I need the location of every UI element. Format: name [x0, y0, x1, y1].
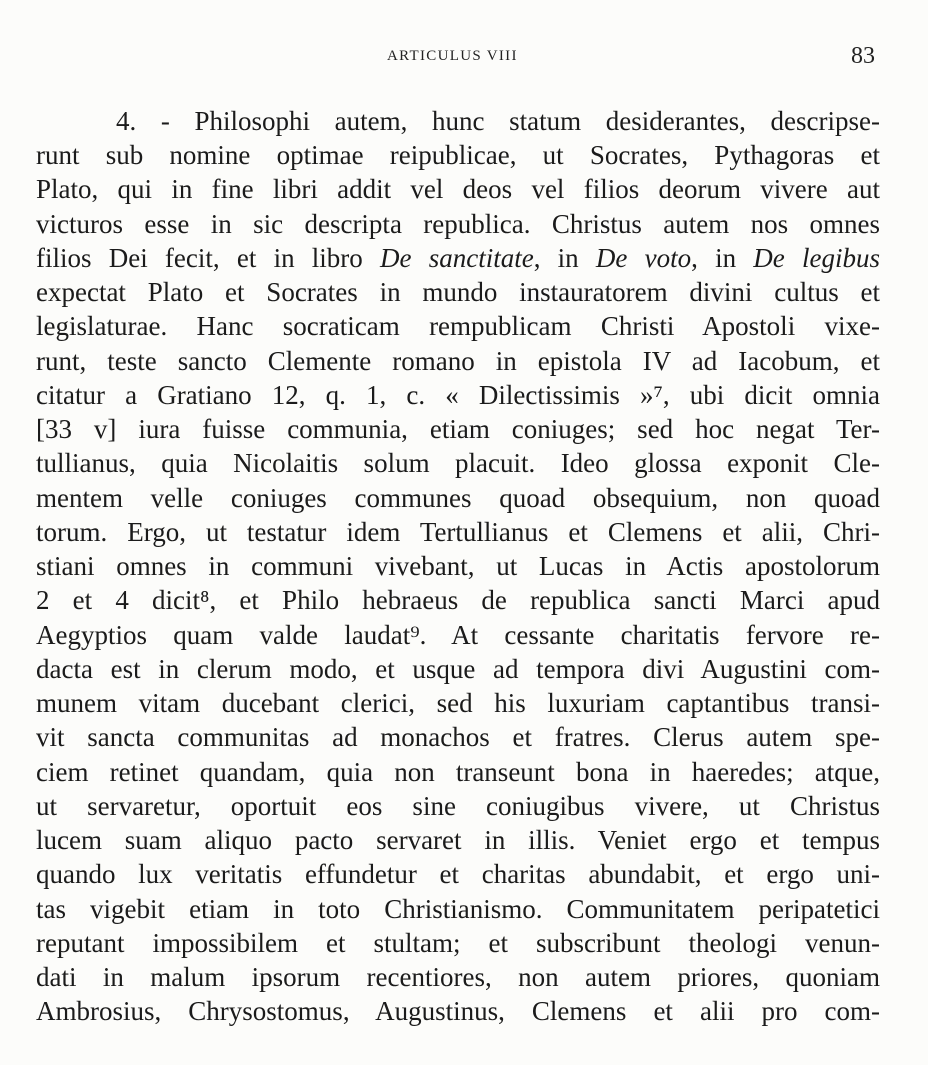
text-line: torum. Ergo, ut testatur idem Tertullianus et Clemens et alii, Chri- [36, 517, 880, 547]
text-line: mentem velle coniuges communes quoad obsequium, non quoad [36, 483, 880, 513]
text-fragment: , in [691, 243, 754, 273]
italic-title-fragment: De voto [595, 243, 692, 273]
text-line: quando lux veritatis effundetur et charitas abundabit, et ergo uni- [36, 859, 880, 889]
text-line: runt sub nomine optimae reipublicae, ut Socrates, Pythagoras et [36, 140, 880, 170]
text-line: ciem retinet quandam, quia non transeunt bona in haeredes; atque, [36, 757, 880, 787]
text-line: Ambrosius, Chrysostomus, Augustinus, Clemens et alii pro com- [36, 996, 880, 1026]
text-line: citatur a Gratiano 12, q. 1, c. « Dilectissimis »⁷, ubi dicit omnia [36, 380, 880, 410]
text-line: victuros esse in sic descripta republica. Christus autem nos omnes [36, 209, 880, 239]
page-number: 83 [851, 43, 875, 69]
text-line: reputant impossibilem et stultam; et subscribunt theologi venun- [36, 928, 880, 958]
italic-title-fragment: De sanctitate [380, 243, 534, 273]
text-line: lucem suam aliquo pacto servaret in illis. Veniet ergo et tempus [36, 825, 880, 855]
text-line: runt, teste sancto Clemente romano in epistola IV ad Iacobum, et [36, 346, 880, 376]
italic-title-fragment: De legibus [753, 243, 880, 273]
text-line-with-italics [36, 241, 880, 275]
text-line: Plato, qui in fine libri addit vel deos vel filios deorum vivere aut [36, 174, 880, 204]
text-line: vit sancta communitas ad monachos et fratres. Clerus autem spe- [36, 722, 880, 752]
text-line: 2 et 4 dicit⁸, et Philo hebraeus de republica sancti Marci apud [36, 585, 880, 615]
text-line: Aegyptios quam valde laudat⁹. At cessante charitatis fervore re- [36, 620, 880, 650]
page-header [0, 43, 928, 79]
text-line: tullianus, quia Nicolaitis solum placuit. Ideo glossa exponit Cle- [36, 448, 880, 478]
text-fragment: , in [533, 243, 596, 273]
text-line: stiani omnes in communi vivebant, ut Lucas in Actis apostolorum [36, 551, 880, 581]
text-fragment: filios Dei fecit, et in libro [36, 243, 380, 273]
text-line: tas vigebit etiam in toto Christianismo. Communitatem peripatetici [36, 894, 880, 924]
text-line: dacta est in clerum modo, et usque ad tempora divi Augustini com- [36, 654, 880, 684]
text-line: dati in malum ipsorum recentiores, non autem priores, quoniam [36, 962, 880, 992]
text-line: munem vitam ducebant clerici, sed his luxuriam captantibus transi- [36, 688, 880, 718]
text-line: 4. - Philosophi autem, hunc statum desiderantes, descripse- [116, 106, 880, 136]
running-head: ARTICULUS VIII [387, 48, 518, 64]
text-line: [33 v] iura fuisse communia, etiam coniuges; sed hoc negat Ter- [36, 414, 880, 444]
text-line: expectat Plato et Socrates in mundo instauratorem divini cultus et [36, 277, 880, 307]
text-line: legislaturae. Hanc socraticam rempublicam Christi Apostoli vixe- [36, 311, 880, 341]
text-line: ut servaretur, oportuit eos sine coniugibus vivere, ut Christus [36, 791, 880, 821]
